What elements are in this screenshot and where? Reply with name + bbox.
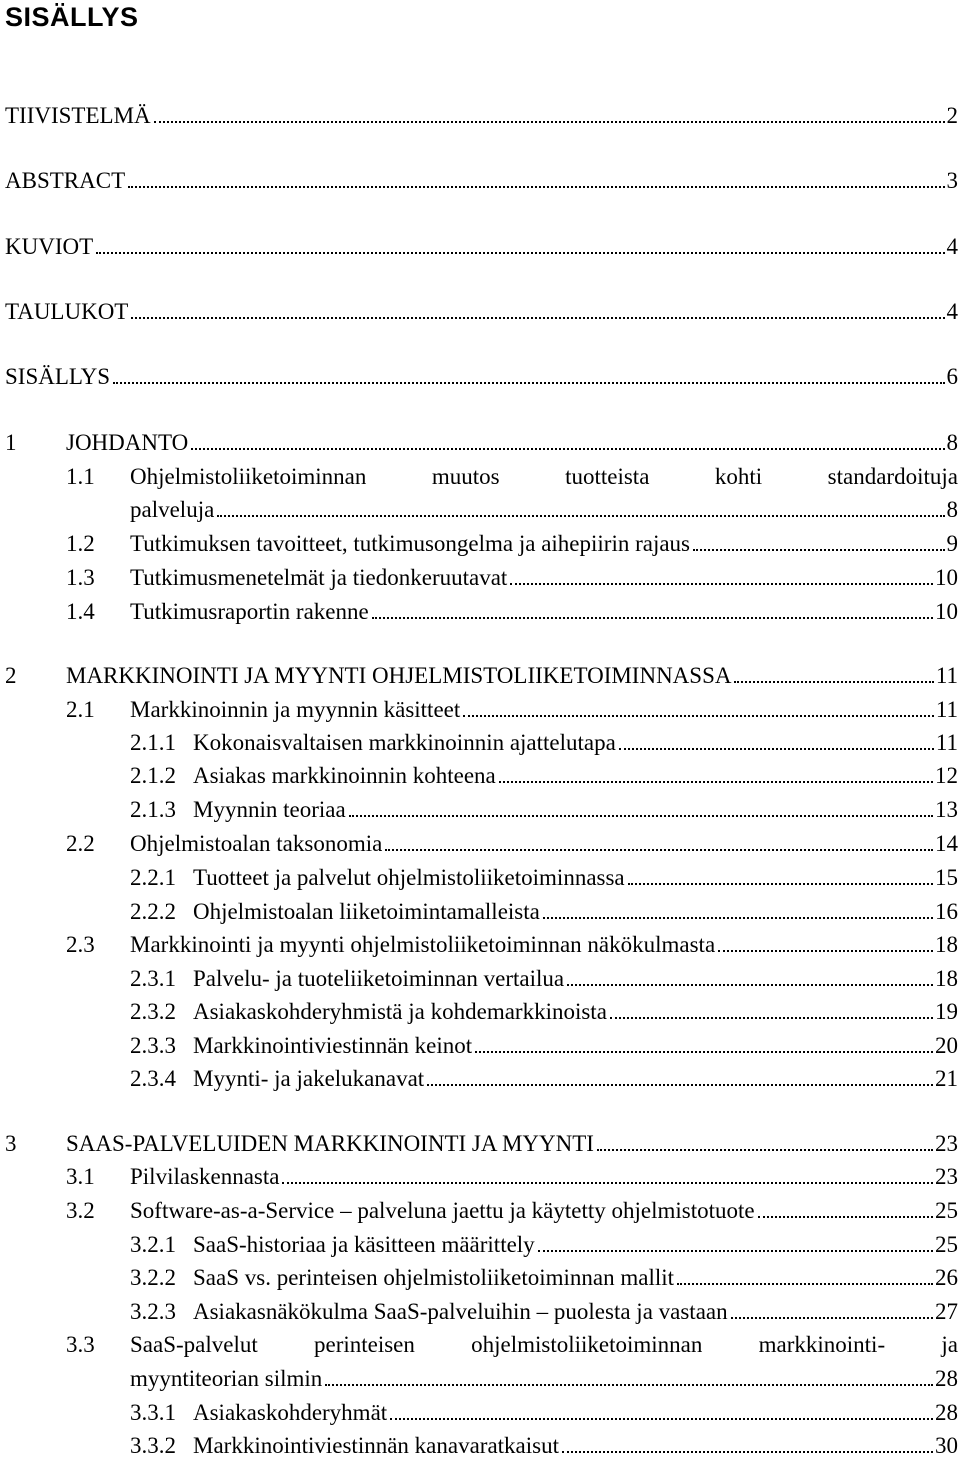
page-number: 19 — [935, 999, 958, 1024]
section-number: 3.2.2 — [130, 1265, 176, 1290]
section-title: Tutkimuksen tavoitteet, tutkimusongelma ja aihepiirin rajaus — [130, 531, 691, 556]
dot-leader — [677, 1283, 933, 1285]
section-number: 2.3.4 — [130, 1066, 176, 1091]
toc-entry[interactable] — [130, 964, 958, 994]
section-number: 1.3 — [66, 565, 95, 590]
page-number: 16 — [935, 899, 958, 924]
section-number: 3.2.1 — [130, 1232, 176, 1257]
section-number: 1.2 — [66, 531, 95, 556]
dot-leader — [628, 883, 933, 885]
title-word: ja — [941, 1332, 958, 1357]
page-number: 30 — [935, 1433, 958, 1458]
toc-entry[interactable] — [130, 495, 958, 525]
dot-leader — [543, 917, 933, 919]
toc-entry[interactable] — [66, 563, 958, 593]
dot-leader — [128, 186, 944, 188]
toc-entry[interactable] — [66, 930, 958, 960]
section-title: ABSTRACT — [5, 168, 126, 193]
dot-leader — [499, 781, 933, 783]
page-number: 6 — [946, 364, 958, 389]
page-number: 13 — [935, 797, 958, 822]
dot-leader — [758, 1216, 933, 1218]
section-number: 1 — [5, 430, 17, 455]
page-number: 8 — [946, 497, 958, 522]
page-number: 25 — [935, 1198, 958, 1223]
section-number: 2.1 — [66, 697, 95, 722]
toc-entry[interactable] — [5, 1129, 958, 1159]
section-title: Asiakaskohderyhmät — [193, 1400, 388, 1425]
title-word: tuotteista — [565, 464, 650, 489]
title-word: muutos — [431, 464, 500, 489]
section-title: Myynnin teoriaa — [193, 797, 346, 822]
dot-leader — [390, 1418, 933, 1420]
page-number: 2 — [946, 103, 958, 128]
section-number: 2.2.2 — [130, 899, 176, 924]
dot-leader — [619, 748, 934, 750]
toc-entry[interactable] — [130, 1230, 958, 1260]
toc-entry[interactable] — [5, 101, 958, 131]
dot-leader — [731, 1317, 933, 1319]
section-number: 1.4 — [66, 599, 95, 624]
title-word: ohjelmistoliiketoiminnan — [471, 1332, 703, 1357]
page-number: 28 — [935, 1366, 958, 1391]
dot-leader — [562, 1451, 933, 1453]
section-title: JOHDANTO — [66, 430, 189, 455]
section-number: 3.2 — [66, 1198, 95, 1223]
page-number: 3 — [946, 168, 958, 193]
page-number: 26 — [935, 1265, 958, 1290]
section-title: Kokonaisvaltaisen markkinoinnin ajattelutapa — [193, 730, 616, 755]
page-number: 21 — [935, 1066, 958, 1091]
title-word: perinteisen — [313, 1332, 415, 1357]
page-number: 23 — [935, 1164, 958, 1189]
section-number: 3.3.1 — [130, 1400, 176, 1425]
page-number: 10 — [935, 565, 958, 590]
section-number: 2.3.1 — [130, 966, 176, 991]
toc-entry[interactable] — [66, 597, 958, 627]
toc-entry[interactable] — [130, 1297, 958, 1327]
toc-entry[interactable] — [130, 1364, 958, 1394]
dot-leader — [734, 681, 933, 683]
section-title: Tutkimusraportin rakenne — [130, 599, 369, 624]
toc-entry[interactable] — [66, 1162, 958, 1192]
dot-leader — [475, 1051, 933, 1053]
page-number: 28 — [935, 1400, 958, 1425]
section-title: Asiakaskohderyhmistä ja kohdemarkkinoista — [193, 999, 607, 1024]
toc-entry[interactable] — [66, 695, 958, 725]
section-title: TAULUKOT — [5, 299, 129, 324]
page-number: 4 — [946, 234, 958, 259]
toc-entry[interactable] — [66, 1196, 958, 1226]
section-title: Ohjelmistoalan taksonomia — [130, 831, 383, 856]
section-number: 3.3.2 — [130, 1433, 176, 1458]
toc-entry[interactable] — [5, 232, 958, 262]
section-title: TIIVISTELMÄ — [5, 103, 151, 128]
dot-leader — [718, 950, 933, 952]
title-word: kohti — [714, 464, 763, 489]
toc-entry[interactable] — [5, 297, 958, 327]
section-number: 2.2.1 — [130, 865, 176, 890]
toc-entry[interactable] — [66, 829, 958, 859]
dot-leader — [610, 1017, 933, 1019]
section-title: Pilvilaskennasta — [130, 1164, 280, 1189]
toc-entry[interactable] — [5, 166, 958, 196]
page-title: SISÄLLYS — [5, 2, 139, 32]
page-number: 20 — [935, 1033, 958, 1058]
section-number: 3.1 — [66, 1164, 95, 1189]
toc-entry[interactable] — [130, 1064, 958, 1094]
section-number: 2.1.2 — [130, 763, 176, 788]
toc-entry[interactable] — [130, 1263, 958, 1293]
section-number: 2.2 — [66, 831, 95, 856]
dot-leader — [282, 1182, 933, 1184]
section-title: Asiakas markkinoinnin kohteena — [193, 763, 496, 788]
page-number: 9 — [946, 531, 958, 556]
section-title: Tuotteet ja palvelut ohjelmistoliiketoiminnassa — [193, 865, 625, 890]
dot-leader — [385, 849, 933, 851]
section-title: Markkinointiviestinnän kanavaratkaisut — [193, 1433, 559, 1458]
section-number: 2.1.1 — [130, 730, 176, 755]
toc-entry[interactable] — [5, 661, 958, 691]
page-number: 11 — [935, 663, 958, 688]
dot-leader — [217, 515, 944, 517]
page-number: 10 — [935, 599, 958, 624]
section-number: 2.3.3 — [130, 1033, 176, 1058]
section-number: 2.3.2 — [130, 999, 176, 1024]
title-word: Ohjelmistoliiketoiminnan — [130, 464, 367, 489]
dot-leader — [131, 317, 944, 319]
section-title: myyntiteorian silmin — [130, 1366, 323, 1391]
toc-entry[interactable] — [5, 428, 958, 458]
dot-leader — [191, 448, 944, 450]
section-title: Software-as-a-Service – palveluna jaettu ja käytetty ohjelmistotuote — [130, 1198, 755, 1223]
toc-entry[interactable] — [130, 1031, 958, 1061]
dot-leader — [113, 382, 944, 384]
section-number: 1.1 — [66, 464, 95, 489]
dot-leader — [463, 715, 934, 717]
section-title: palveluja — [130, 497, 215, 522]
section-title-line — [130, 1330, 958, 1360]
section-title: Asiakasnäkökulma SaaS-palveluihin – puolesta ja vastaan — [193, 1299, 728, 1324]
dot-leader — [154, 121, 945, 123]
section-title: Markkinoinnin ja myynnin käsitteet — [130, 697, 461, 722]
page-number: 14 — [935, 831, 958, 856]
section-title: Palvelu- ja tuoteliiketoiminnan vertailua — [193, 966, 565, 991]
section-title: SaaS-historiaa ja käsitteen määrittely — [193, 1232, 535, 1257]
section-title-line — [130, 462, 958, 492]
page-number: 23 — [935, 1131, 958, 1156]
section-title: Markkinointi ja myynti ohjelmistoliiketoiminnan näkökulmasta — [130, 932, 716, 957]
toc-entry[interactable] — [130, 897, 958, 927]
section-number: 2.3 — [66, 932, 95, 957]
title-word: markkinointi- — [758, 1332, 886, 1357]
dot-leader — [538, 1250, 933, 1252]
toc-entry[interactable] — [130, 795, 958, 825]
toc-entry[interactable] — [130, 997, 958, 1027]
section-number: 3.2.3 — [130, 1299, 176, 1324]
dot-leader — [349, 815, 933, 817]
section-number: 2 — [5, 663, 17, 688]
toc-entry[interactable] — [130, 761, 958, 791]
section-title: SaaS vs. perinteisen ohjelmistoliiketoiminnan mallit — [193, 1265, 675, 1290]
section-title: Markkinointiviestinnän keinot — [193, 1033, 473, 1058]
dot-leader — [427, 1084, 933, 1086]
page-number: 12 — [935, 763, 958, 788]
title-word: SaaS-palvelut — [130, 1332, 258, 1357]
page-number: 27 — [935, 1299, 958, 1324]
section-title: KUVIOT — [5, 234, 94, 259]
page-number: 4 — [946, 299, 958, 324]
section-number: 2.1.3 — [130, 797, 176, 822]
page-number: 8 — [946, 430, 958, 455]
section-title: Ohjelmistoalan liiketoimintamalleista — [193, 899, 540, 924]
section-title: MARKKINOINTI JA MYYNTI OHJELMISTOLIIKETOIMINNASSA — [66, 663, 732, 688]
dot-leader — [325, 1384, 933, 1386]
page-number: 25 — [935, 1232, 958, 1257]
title-word: standardoituja — [827, 464, 958, 489]
toc-entry[interactable] — [130, 1398, 958, 1428]
section-title: SISÄLLYS — [5, 364, 111, 389]
section-title: Myynti- ja jakelukanavat — [193, 1066, 425, 1091]
section-number: 3.3 — [66, 1332, 95, 1357]
toc-entry[interactable] — [130, 728, 958, 758]
dot-leader — [96, 252, 944, 254]
section-title: SAAS-PALVELUIDEN MARKKINOINTI JA MYYNTI — [66, 1131, 594, 1156]
page-number: 18 — [935, 932, 958, 957]
dot-leader — [567, 984, 933, 986]
page-number: 15 — [935, 865, 958, 890]
dot-leader — [510, 583, 933, 585]
dot-leader — [597, 1149, 933, 1151]
dot-leader — [372, 617, 933, 619]
toc-entry[interactable] — [66, 529, 958, 559]
page-number: 11 — [935, 730, 958, 755]
page-number: 11 — [935, 697, 958, 722]
page-number: 18 — [935, 966, 958, 991]
toc-entry[interactable] — [5, 362, 958, 392]
section-number: 3 — [5, 1131, 17, 1156]
toc-entry[interactable] — [130, 863, 958, 893]
section-title: Tutkimusmenetelmät ja tiedonkeruutavat — [130, 565, 508, 590]
dot-leader — [693, 549, 944, 551]
